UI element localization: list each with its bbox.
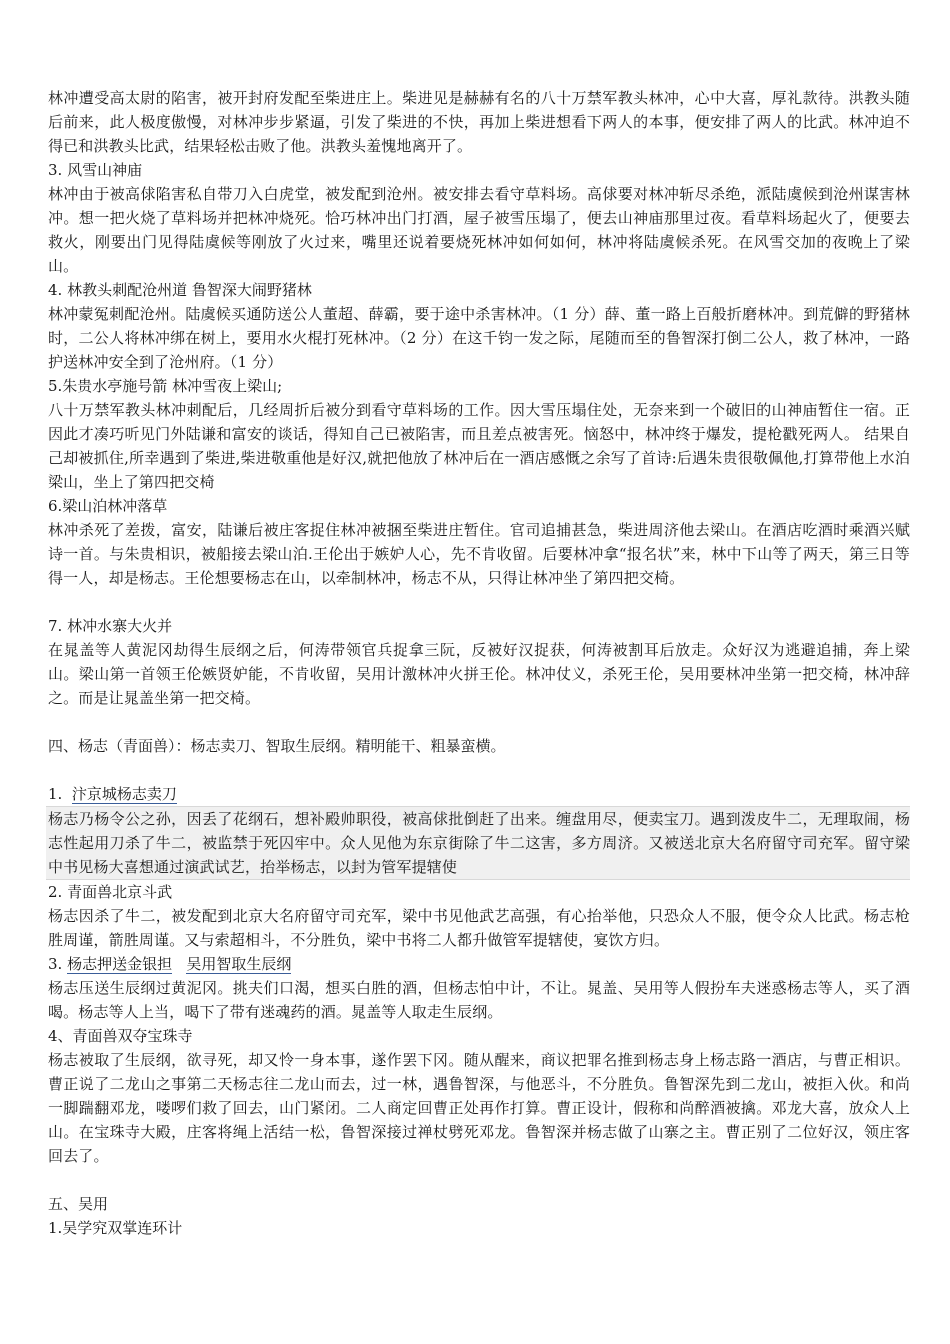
item-title-yangzhi-maidao [48,782,910,806]
item-body-zhiqu-shengchengang: 杨志压送生辰纲过黄泥冈。挑夫们口渴，想买白胜的酒，但杨志怕中计，不让。晁盖、吴用等人假扮车夫迷惑杨志等人，买了酒喝。杨志等人上当，喝下了带有迷魂药的酒。晁盖等人取走生辰纲。 [48,979,910,1021]
item-title-baozhusi: 4、青面兽双夺宝珠寺 [48,1027,193,1045]
blank-line [48,710,910,734]
item-number: 1. [48,785,72,803]
underlined-text-yangzhi-maidao: 杨志卖刀 [116,785,177,803]
section-heading-wu-yong: 五、吴用 [48,1195,109,1213]
document-page [48,86,910,1240]
item-title-beijing-douwu: 2. 青面兽北京斗武 [48,883,173,901]
underlined-text-zhiqu: 吴用智取生辰纲 [186,955,292,973]
spacer-text [172,955,186,973]
item-body-yezhulin: 林冲蒙冤刺配沧州。陆虞候买通防送公人董超、薛霸，要于途中杀害林冲。（1 分）薛、董一路上百般折磨林冲。到荒僻的野猪林时，二公人将林冲绑在树上，要用水火棍打死林冲。（2 分）在这千钧一发之际，尾随而至的鲁智深打倒二公人，救了林冲，一路护送林冲安全到了沧州府。（1 分） [48,305,910,371]
item-title-liangshanpo-luocao: 6.梁山泊林冲落草 [48,497,168,515]
item-body-shuizhai-huobing: 在晁盖等人黄泥冈劫得生辰纲之后，何涛带领官兵捉拿三阮，反被好汉捉获，何涛被割耳后放走。众好汉为逃避追捕，奔上梁山。梁山第一首领王伦嫉贤妒能，不肯收留，吴用计激林冲火拼王伦。林冲仗义，杀死王伦，吴用要林冲坐第一把交椅，林冲辞之。而是让晁盖坐第一把交椅。 [48,641,910,707]
item-title-lianhuanji: 1.吴学究双掌连环计 [48,1219,183,1237]
item-title-shuizhai-huobing: 7. 林冲水寨大火并 [48,617,173,635]
item-body-fengxue-shanshenmiao: 林冲由于被高俅陷害私自带刀入白虎堂，被发配到沧州。被安排去看守草料场。高俅要对林冲斩尽杀绝，派陆虞候到沧州谋害林冲。想一把火烧了草料场并把林冲烧死。恰巧林冲出门打酒，屋子被雪压塌了，便去山神庙那里过夜。看草料场起火了，便要去救火，刚要出门见得陆虞候等刚放了火过来，嘴里还说着要烧死林冲如何如何，林冲将陆虞候杀死。在风雪交加的夜晚上了梁山。 [48,185,910,275]
lin-chong-intro-paragraph: 林冲遭受高太尉的陷害，被开封府发配至柴进庄上。柴进见是赫赫有名的八十万禁军教头林冲，心中大喜，厚礼款待。洪教头随后前来，此人极度傲慢，对林冲步步紧逼，引发了柴进的不快，再加上柴进想看下两人的本事，便安排了两人的比武。林冲迫不得已和洪教头比武，结果轻松击败了他。洪教头羞愧地离开了。 [48,89,910,155]
item-body-zhugui-shuiting: 八十万禁军教头林冲刺配后，几经周折后被分到看守草料场的工作。因大雪压塌住处，无奈来到一个破旧的山神庙暂住一宿。正因此才凑巧听见门外陆谦和富安的谈话，得知自己已被陷害，而且差点被害死。恼怒中，林冲终于爆发，提枪戳死两人。 结果自己却被抓住,所幸遇到了柴进,柴进敬重他是好汉,就把他放了林冲后在一酒店感慨之余写了首诗:后遇朱贵很敬佩他,打算带他上水泊梁山，坐上了第四把交椅 [48,401,910,491]
blank-line [48,758,910,782]
item-title-zhugui-shuiting: 5.朱贵水亭施号箭 林冲雪夜上梁山; [48,377,283,395]
item-title-zhiqu-shengchengang [48,952,910,976]
item-body-yangzhi-maidao: 杨志乃杨令公之孙，因丢了花纲石，想补殿帅职役，被高俅批倒赶了出来。缠盘用尽，便卖宝刀。遇到泼皮牛二，无理取闹，杨志性起用刀杀了牛二，被监禁于死囚牢中。众人见他为东京街除了牛二这害，多方周济。又被送北京大名府留守司充军。留守梁中书见杨大喜想通过演武试艺，抬举杨志，以封为管军提辖使 [46,806,910,880]
blank-line [48,590,910,614]
underlined-text-bianjing: 汴京城 [71,785,117,803]
underlined-text-yasong: 杨志押送金银担 [67,955,173,973]
blank-line [48,1168,910,1192]
section-heading-yang-zhi: 四、杨志（青面兽）：杨志卖刀、智取生辰纲。精明能干、粗暴蛮横。 [48,737,506,755]
item-number: 3. [48,955,68,973]
item-body-liangshanpo-luocao: 林冲杀死了差拨，富安，陆谦后被庄客捉住林冲被捆至柴进庄暂住。官司追捕甚急，柴进周济他去梁山。在酒店吃酒时乘酒兴赋诗一首。与朱贵相识，被船接去梁山泊.王伦出于嫉妒人心，先不肯收留。后要林冲拿“报名状”来，林中下山等了两天，第三日等得一人，却是杨志。王伦想要杨志在山，以牵制林冲，杨志不从，只得让林冲坐了第四把交椅。 [48,521,910,587]
item-body-baozhusi: 杨志被取了生辰纲，欲寻死，却又怜一身本事，遂作罢下冈。随从醒来，商议把罪名推到杨志身上杨志路一酒店，与曹正相识。曹正说了二龙山之事第二天杨志往二龙山而去，过一林，遇鲁智深，与他恶斗，不分胜负。鲁智深先到二龙山，被拒入伙。和尚一脚踹翻邓龙，喽啰们救了回去，山门紧闭。二人商定回曹正处再作打算。曹正设计，假称和尚醉酒被擒。邓龙大喜，放众人上山。在宝珠寺大殿，庄客将绳上活结一松，鲁智深接过禅杖劈死邓龙。鲁智深并杨志做了山寨之主。曹正别了二位好汉，领庄客回去了。 [48,1051,910,1165]
item-title-fengxue-shanshenmiao: 3. 风雪山神庙 [48,161,143,179]
item-title-yezhulin: 4. 林教头刺配沧州道 鲁智深大闹野猪林 [48,281,312,299]
item-body-beijing-douwu: 杨志因杀了牛二，被发配到北京大名府留守司充军，梁中书见他武艺高强，有心抬举他，只恐众人不服，便令众人比武。杨志枪胜周谨，箭胜周谨。又与索超相斗，不分胜负，梁中书将二人都升做管军提辖使，宴饮方归。 [48,907,910,949]
